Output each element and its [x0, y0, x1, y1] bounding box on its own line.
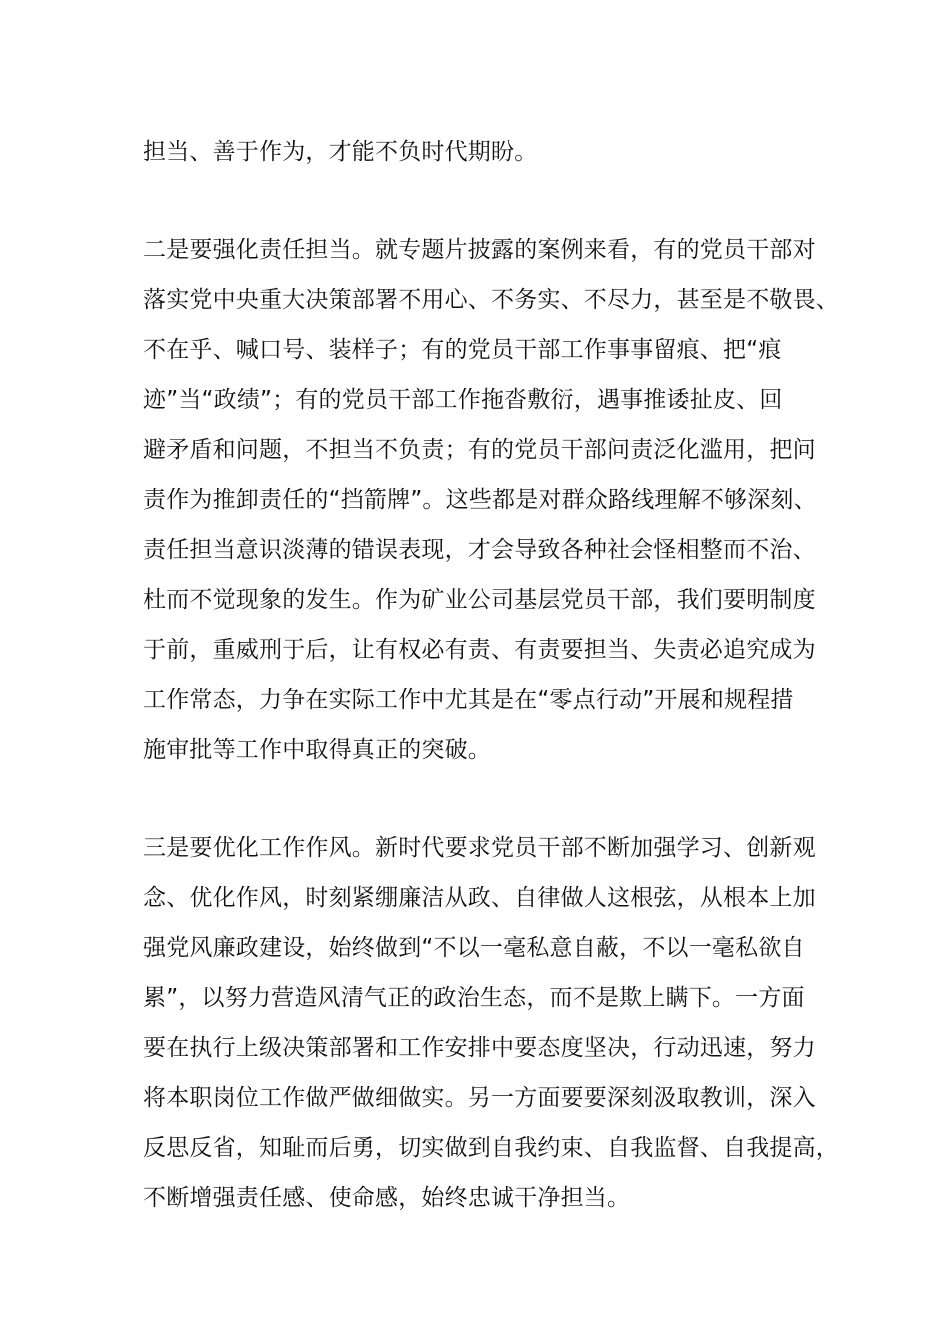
text-line: 强党风廉政建设，始终做到“不以一毫私意自蔽，不以一毫私欲自 — [143, 935, 805, 961]
text-line: 反思反省，知耻而后勇，切实做到自我约束、自我监督、自我提高， — [143, 1135, 839, 1161]
text-line: 迹”当“政绩”；有的党员干部工作拖沓敷衍，遇事推诿扯皮、回 — [143, 387, 783, 413]
text-line: 不在乎、喊口号、装样子；有的党员干部工作事事留痕、把“痕 — [143, 337, 782, 363]
text-line: 要在执行上级决策部署和工作安排中要态度坚决，行动迅速，努力 — [143, 1035, 816, 1061]
text-line: 累”，以努力营造风清气正的政治生态，而不是欺上瞒下。一方面 — [143, 985, 805, 1011]
text-line: 二是要强化责任担当。就专题片披露的案例来看，有的党员干部对 — [143, 237, 816, 263]
text-line: 责任担当意识淡薄的错误表现，才会导致各种社会怪相整而不治、 — [143, 537, 816, 563]
text-line: 将本职岗位工作做严做细做实。另一方面要要深刻汲取教训，深入 — [143, 1085, 816, 1111]
text-line: 避矛盾和问题，不担当不负责；有的党员干部问责泛化滥用，把问 — [143, 437, 816, 463]
text-line: 责作为推卸责任的“挡箭牌”。这些都是对群众路线理解不够深刻、 — [143, 487, 817, 513]
text-line: 担当、善于作为，才能不负时代期盼。 — [143, 139, 538, 165]
text-line: 不断增强责任感、使命感，始终忠诚干净担当。 — [143, 1185, 631, 1211]
text-line: 施审批等工作中取得真正的突破。 — [143, 737, 491, 763]
text-line: 念、优化作风，时刻紧绷廉洁从政、自律做人这根弦，从根本上加 — [143, 885, 816, 911]
text-line: 杜而不觉现象的发生。作为矿业公司基层党员干部，我们要明制度 — [143, 587, 816, 613]
text-line: 三是要优化工作作风。新时代要求党员干部不断加强学习、创新观 — [143, 835, 816, 861]
text-line: 落实党中央重大决策部署不用心、不务实、不尽力，甚至是不敬畏、 — [143, 287, 839, 313]
text-line: 工作常态，力争在实际工作中尤其是在“零点行动”开展和规程措 — [143, 687, 794, 713]
text-line: 于前，重威刑于后，让有权必有责、有责要担当、失责必追究成为 — [143, 637, 816, 663]
